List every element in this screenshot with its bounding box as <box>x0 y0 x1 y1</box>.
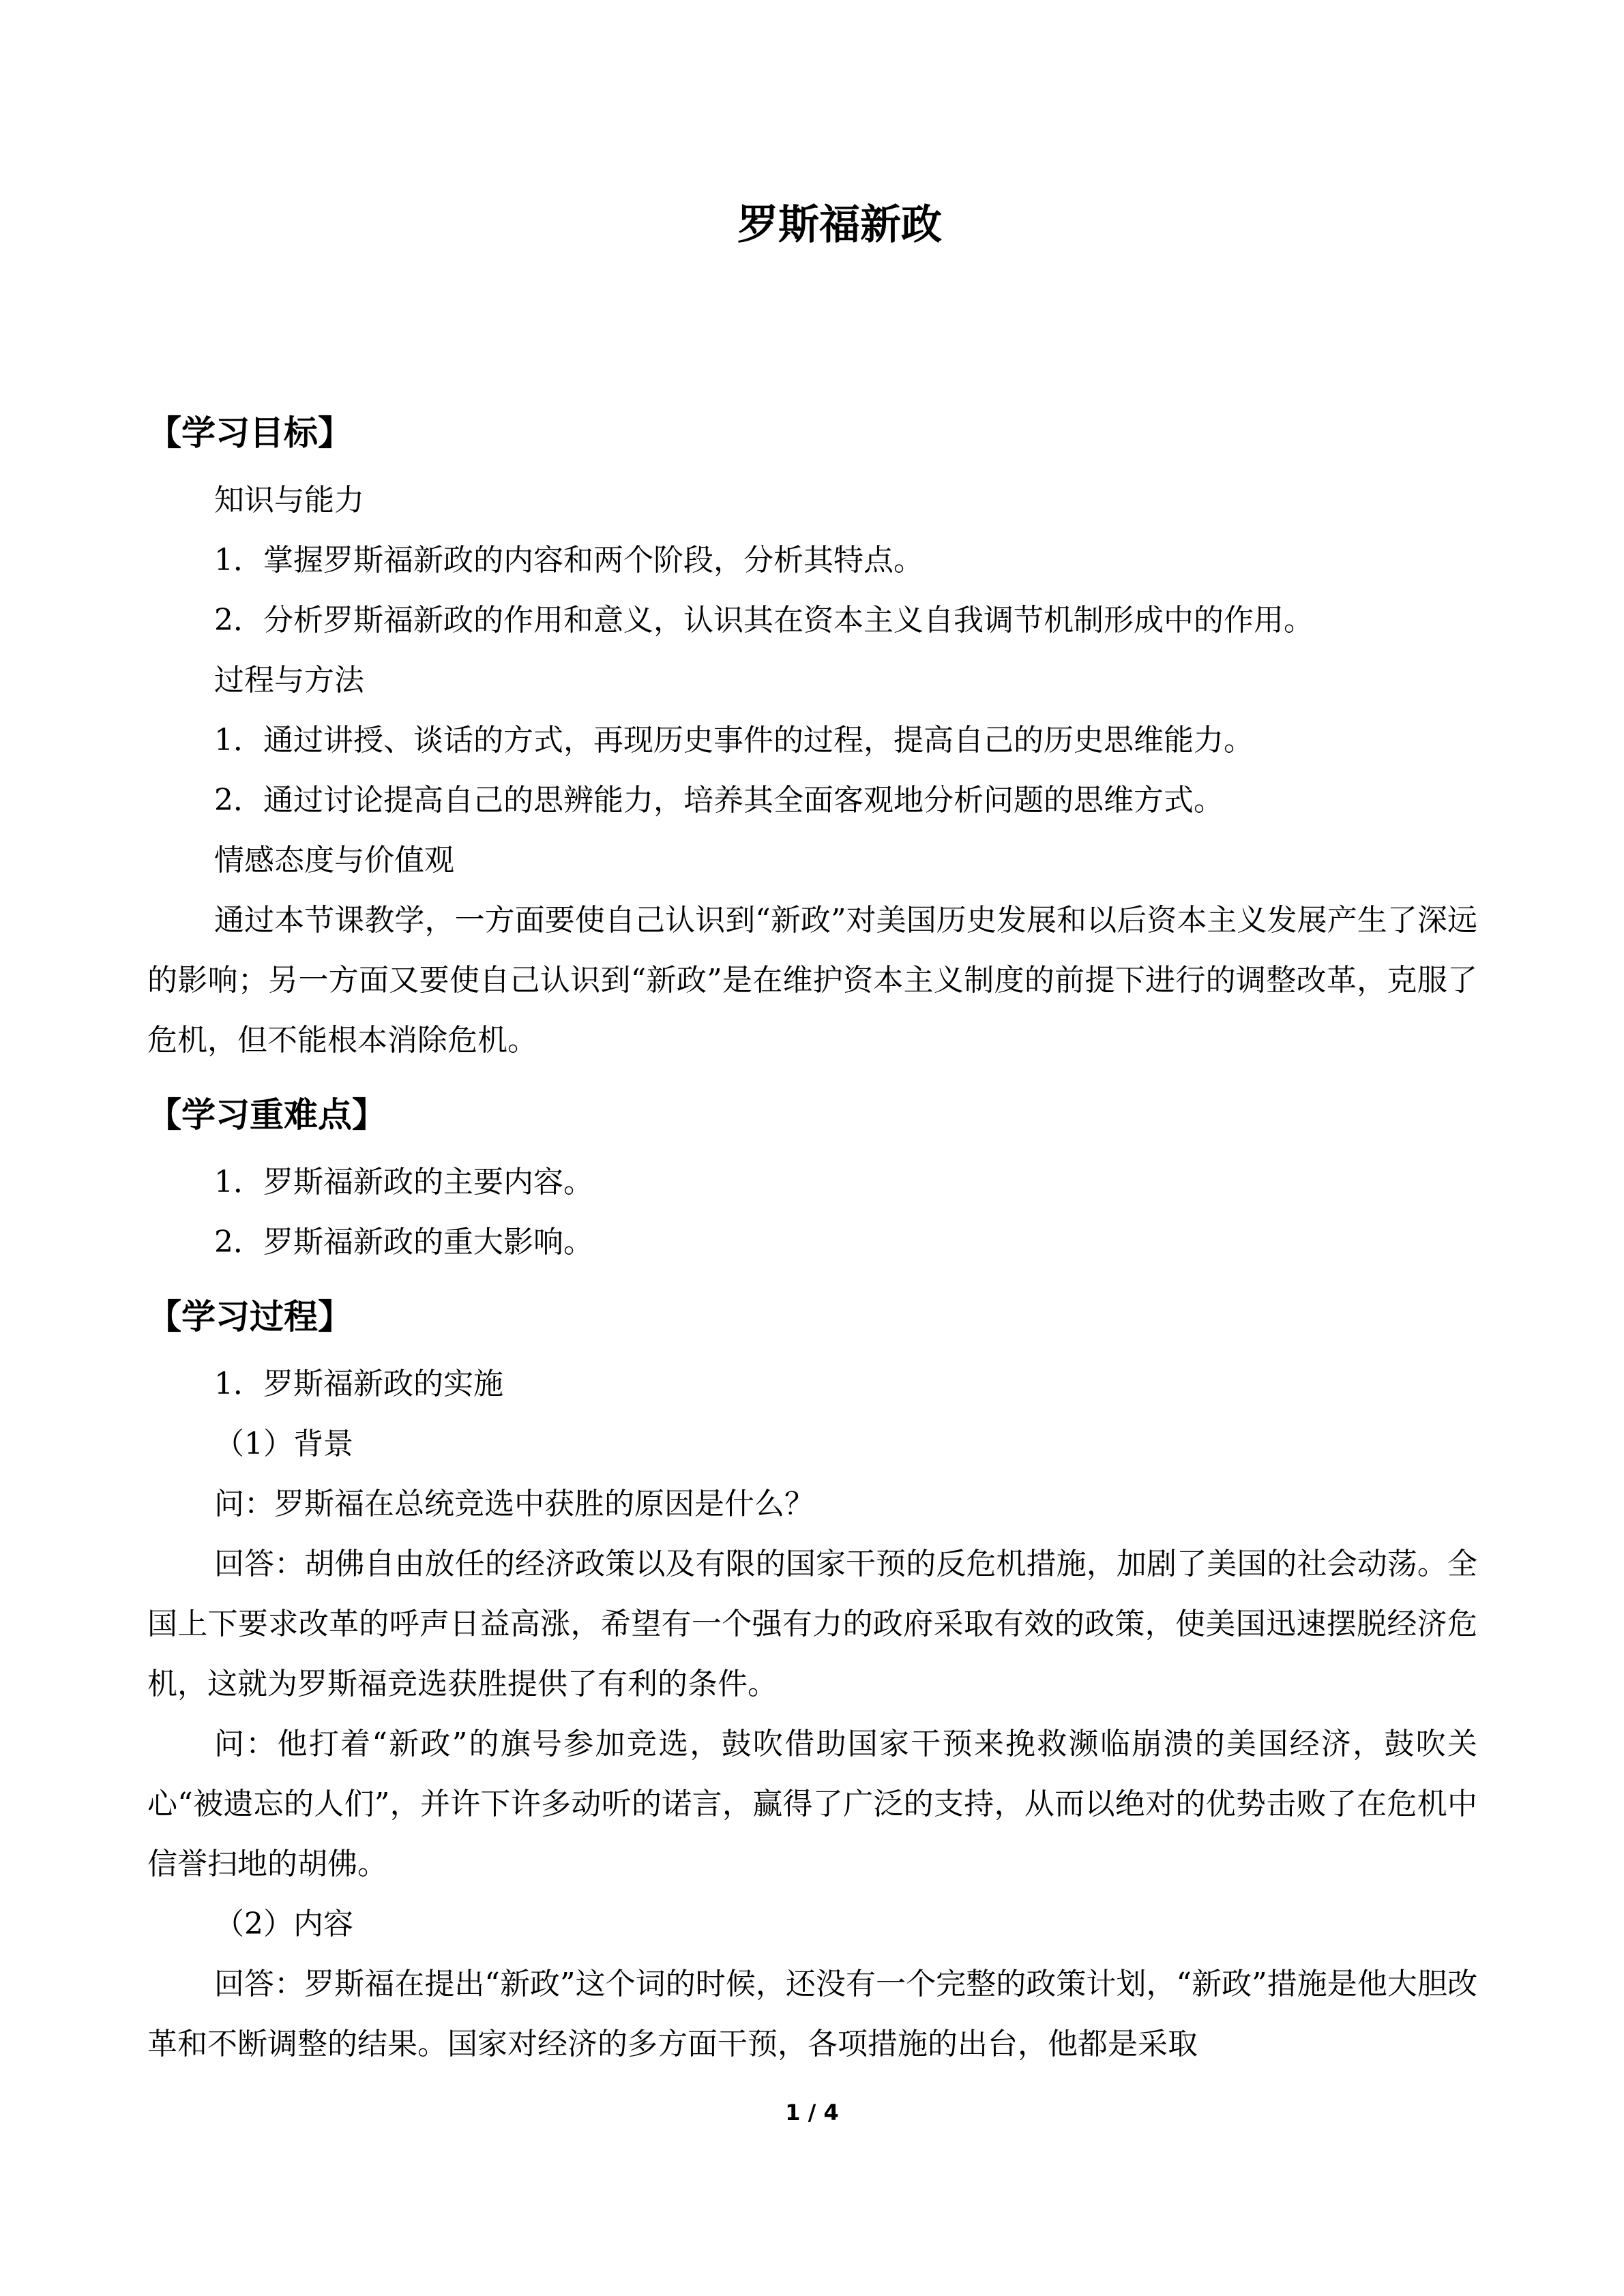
page-title: 罗斯福新政 <box>737 201 942 249</box>
paragraph: 过程与方法 <box>214 663 364 698</box>
paragraph: 1．通过讲授、谈话的方式，再现历史事件的过程，提高自己的历史思维能力。 <box>214 723 1254 758</box>
document-body <box>147 201 1477 2074</box>
paragraph: （1）背景 <box>214 1427 353 1461</box>
paragraph: 2．罗斯福新政的重大影响。 <box>214 1225 593 1259</box>
section-heading-goals: 【学习目标】 <box>147 413 352 453</box>
paragraph: 回答：胡佛自由放任的经济政策以及有限的国家干预的反危机措施，加剧了美国的社会动荡。全国上下要求改革的呼声日益高涨，希望有一个强有力的政府采取有效的政策，使美国迅速摆脱经济危机，这就为罗斯福竞选获胜提供了有利的条件。 <box>147 1547 1477 1701</box>
paragraph: 2．通过讨论提高自己的思辨能力，培养其全面客观地分析问题的思维方式。 <box>214 783 1224 818</box>
paragraph: 1．罗斯福新政的实施 <box>214 1367 503 1401</box>
paragraph: 1．掌握罗斯福新政的内容和两个阶段，分析其特点。 <box>214 543 924 578</box>
paragraph: 情感态度与价值观 <box>214 843 454 878</box>
page-number: 1 / 4 <box>785 2100 839 2126</box>
paragraph: （2）内容 <box>214 1907 353 1941</box>
section-heading-key-points: 【学习重难点】 <box>147 1095 386 1135</box>
paragraph: 问：罗斯福在总统竞选中获胜的原因是什么？ <box>214 1487 814 1521</box>
paragraph: 知识与能力 <box>214 483 364 518</box>
paragraph: 1．罗斯福新政的主要内容。 <box>214 1165 593 1199</box>
paragraph: 问：他打着“新政”的旗号参加竞选，鼓吹借助国家干预来挽救濒临崩溃的美国经济，鼓吹关心“被遗忘的人们”，并许下许多动听的诺言，赢得了广泛的支持，从而以绝对的优势击败了在危机中信誉扫地的胡佛。 <box>147 1727 1477 1881</box>
paragraph: 通过本节课教学，一方面要使自己认识到“新政”对美国历史发展和以后资本主义发展产生了深远的影响；另一方面又要使自己认识到“新政”是在维护资本主义制度的前提下进行的调整改革，克服了危机，但不能根本消除危机。 <box>147 903 1477 1058</box>
paragraph: 回答：罗斯福在提出“新政”这个词的时候，还没有一个完整的政策计划，“新政”措施是他大胆改革和不断调整的结果。国家对经济的多方面干预，各项措施的出台，他都是采取 <box>147 1967 1477 2061</box>
section-heading-process: 【学习过程】 <box>147 1297 352 1337</box>
paragraph: 2．分析罗斯福新政的作用和意义，认识其在资本主义自我调节机制形成中的作用。 <box>214 603 1314 638</box>
